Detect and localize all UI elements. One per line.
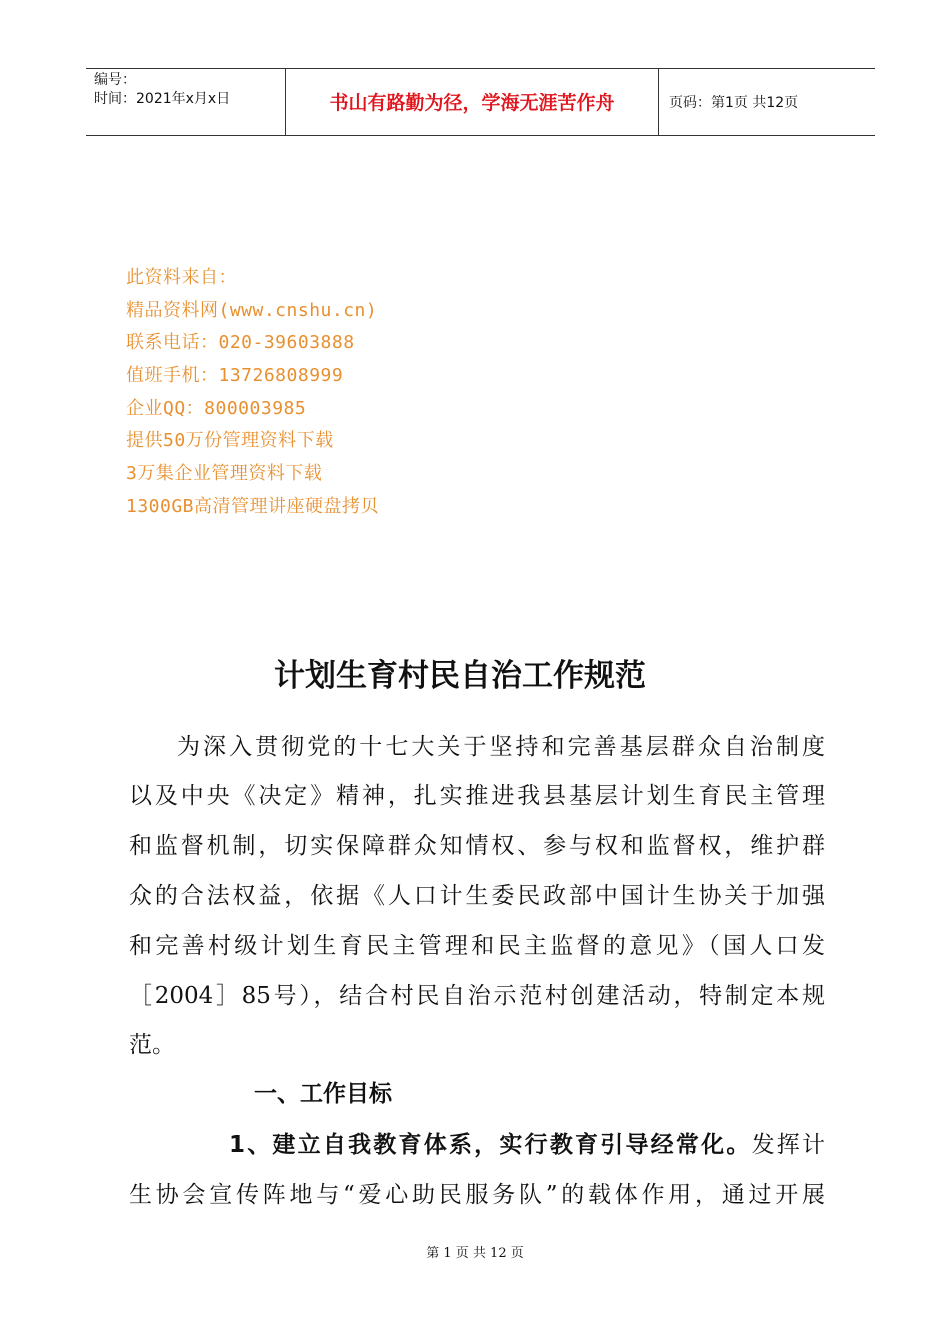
document-number-label: 编号： xyxy=(94,72,136,88)
source-line: 精品资料网(www.cnshu.cn) xyxy=(126,299,378,321)
item-line xyxy=(229,1129,825,1161)
source-line: 此资料来自： xyxy=(126,267,237,288)
document-title: 计划生育村民自治工作规范 xyxy=(274,658,646,694)
item-text: 发挥计 xyxy=(751,1132,825,1158)
header-page-cell xyxy=(659,69,875,135)
intro-line: 和监督机制，切实保障群众知情权、参与权和监督权，维护群 xyxy=(129,833,825,859)
source-line: 联系电话：020-39603888 xyxy=(126,332,355,354)
header-motto-cell xyxy=(286,69,659,135)
source-line: 3万集企业管理资料下载 xyxy=(126,463,323,485)
source-line: 值班手机：13726808999 xyxy=(126,365,344,387)
page-header xyxy=(86,68,875,136)
intro-line: 为深入贯彻党的十七大关于坚持和完善基层群众自治制度 xyxy=(177,734,825,760)
header-meta-cell xyxy=(86,69,286,135)
document-time-label: 时间：2021年x月x日 xyxy=(94,91,231,107)
section-heading: 一、工作目标 xyxy=(254,1081,392,1107)
source-info-block xyxy=(126,262,626,524)
intro-line: 和完善村级计划生育民主管理和民主监督的意见》（国人口发 xyxy=(129,933,825,959)
source-line: 企业QQ：800003985 xyxy=(126,397,307,419)
item-lead: 1、建立自我教育体系，实行教育引导经常化。 xyxy=(229,1132,752,1158)
header-page-info: 页码：第1页 共12页 xyxy=(669,95,799,111)
source-line: 提供50万份管理资料下载 xyxy=(126,430,334,452)
page-footer: 第 1 页 共 12 页 xyxy=(426,1246,524,1261)
intro-line: ［2004］85号），结合村民自治示范村创建活动，特制定本规 xyxy=(129,983,825,1009)
header-motto: 书山有路勤为径，学海无涯苦作舟 xyxy=(329,92,615,114)
item-line: 生协会宣传阵地与“爱心助民服务队”的载体作用，通过开展 xyxy=(129,1182,825,1208)
intro-line: 以及中央《决定》精神，扎实推进我县基层计划生育民主管理 xyxy=(129,783,825,809)
intro-line: 众的合法权益，依据《人口计生委民政部中国计生协关于加强 xyxy=(129,883,825,909)
intro-line: 范。 xyxy=(129,1032,175,1058)
source-line: 1300GB高清管理讲座硬盘拷贝 xyxy=(126,495,380,517)
